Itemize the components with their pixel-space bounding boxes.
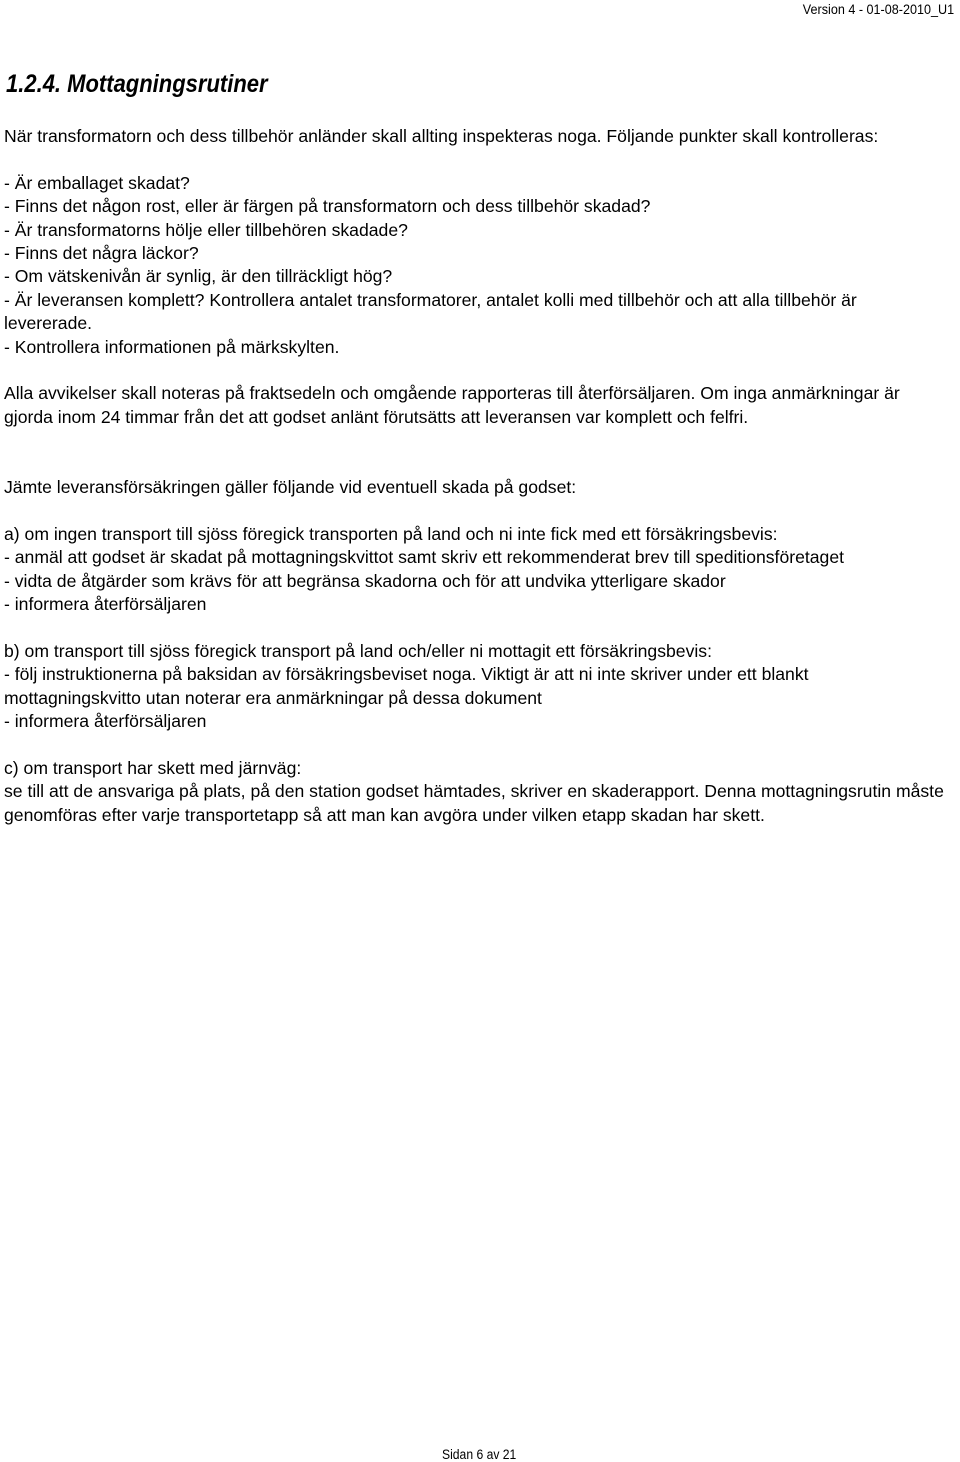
checklist-item: - Om vätskenivån är synlig, är den tillräckligt hög? xyxy=(4,266,393,287)
version-label: Version 4 - 01-08-2010_U1 xyxy=(802,1,954,17)
case-b-step: - informera återförsäljaren xyxy=(4,711,207,732)
case-b-step: - följ instruktionerna på baksidan av försäkringsbeviset noga. Viktigt är att ni inte skriver under ett blankt mottagningskvitto utan noterar era anmärkningar på dessa dokument xyxy=(4,664,809,708)
case-a-step: - vidta de åtgärder som krävs för att begränsa skadorna och för att undvika ytterligare skador xyxy=(4,570,726,591)
case-a-step: - informera återförsäljaren xyxy=(4,594,207,615)
case-a-block xyxy=(4,523,944,617)
checklist-item: - Kontrollera informationen på märkskylten. xyxy=(4,336,340,357)
case-b-heading: b) om transport till sjöss föregick transport på land och/eller ni mottagit ett försäkringsbevis: xyxy=(4,640,712,661)
case-c-text: se till att de ansvariga på plats, på den station godset hämtades, skriver en skaderapport. Denna mottagningsrutin måste genomföras efter varje transportetapp så att man kan avgöra under vilken etapp skadan har skett. xyxy=(4,781,944,825)
case-c-heading: c) om transport har skett med järnväg: xyxy=(4,757,302,778)
insurance-intro: Jämte leveransförsäkringen gäller följande vid eventuell skada på godset: xyxy=(4,477,577,498)
inspection-checklist xyxy=(4,172,944,359)
document-body xyxy=(4,125,944,827)
case-a-heading: a) om ingen transport till sjöss föregick transporten på land och ni inte fick med ett försäkringsbevis: xyxy=(4,523,778,544)
deviations-paragraph: Alla avvikelser skall noteras på fraktsedeln och omgående rapporteras till återförsäljaren. Om inga anmärkningar är gjorda inom 24 timmar från det att godset anlänt förutsätts att leveransen var komplett och felfri. xyxy=(4,383,900,427)
case-b-block xyxy=(4,640,944,734)
checklist-item: - Är transformatorns hölje eller tillbehören skadade? xyxy=(4,219,408,240)
section-title: 1.2.4. Mottagningsrutiner xyxy=(6,70,268,98)
checklist-item: - Finns det några läckor? xyxy=(4,243,199,264)
checklist-item: - Är emballaget skadat? xyxy=(4,172,190,193)
case-c-block xyxy=(4,757,944,827)
page-number: Sidan 6 av 21 xyxy=(442,1447,517,1462)
intro-paragraph: När transformatorn och dess tillbehör anländer skall allting inspekteras noga. Följande punkter skall kontrolleras: xyxy=(4,126,879,146)
case-a-step: - anmäl att godset är skadat på mottagningskvittot samt skriv ett rekommenderat brev till speditionsföretaget xyxy=(4,547,845,568)
checklist-item: - Finns det någon rost, eller är färgen på transformatorn och dess tillbehör skadad? xyxy=(4,196,651,217)
checklist-item: - Är leveransen komplett? Kontrollera antalet transformatorer, antalet kolli med tillbehör och att alla tillbehör är levererade. xyxy=(4,289,857,334)
